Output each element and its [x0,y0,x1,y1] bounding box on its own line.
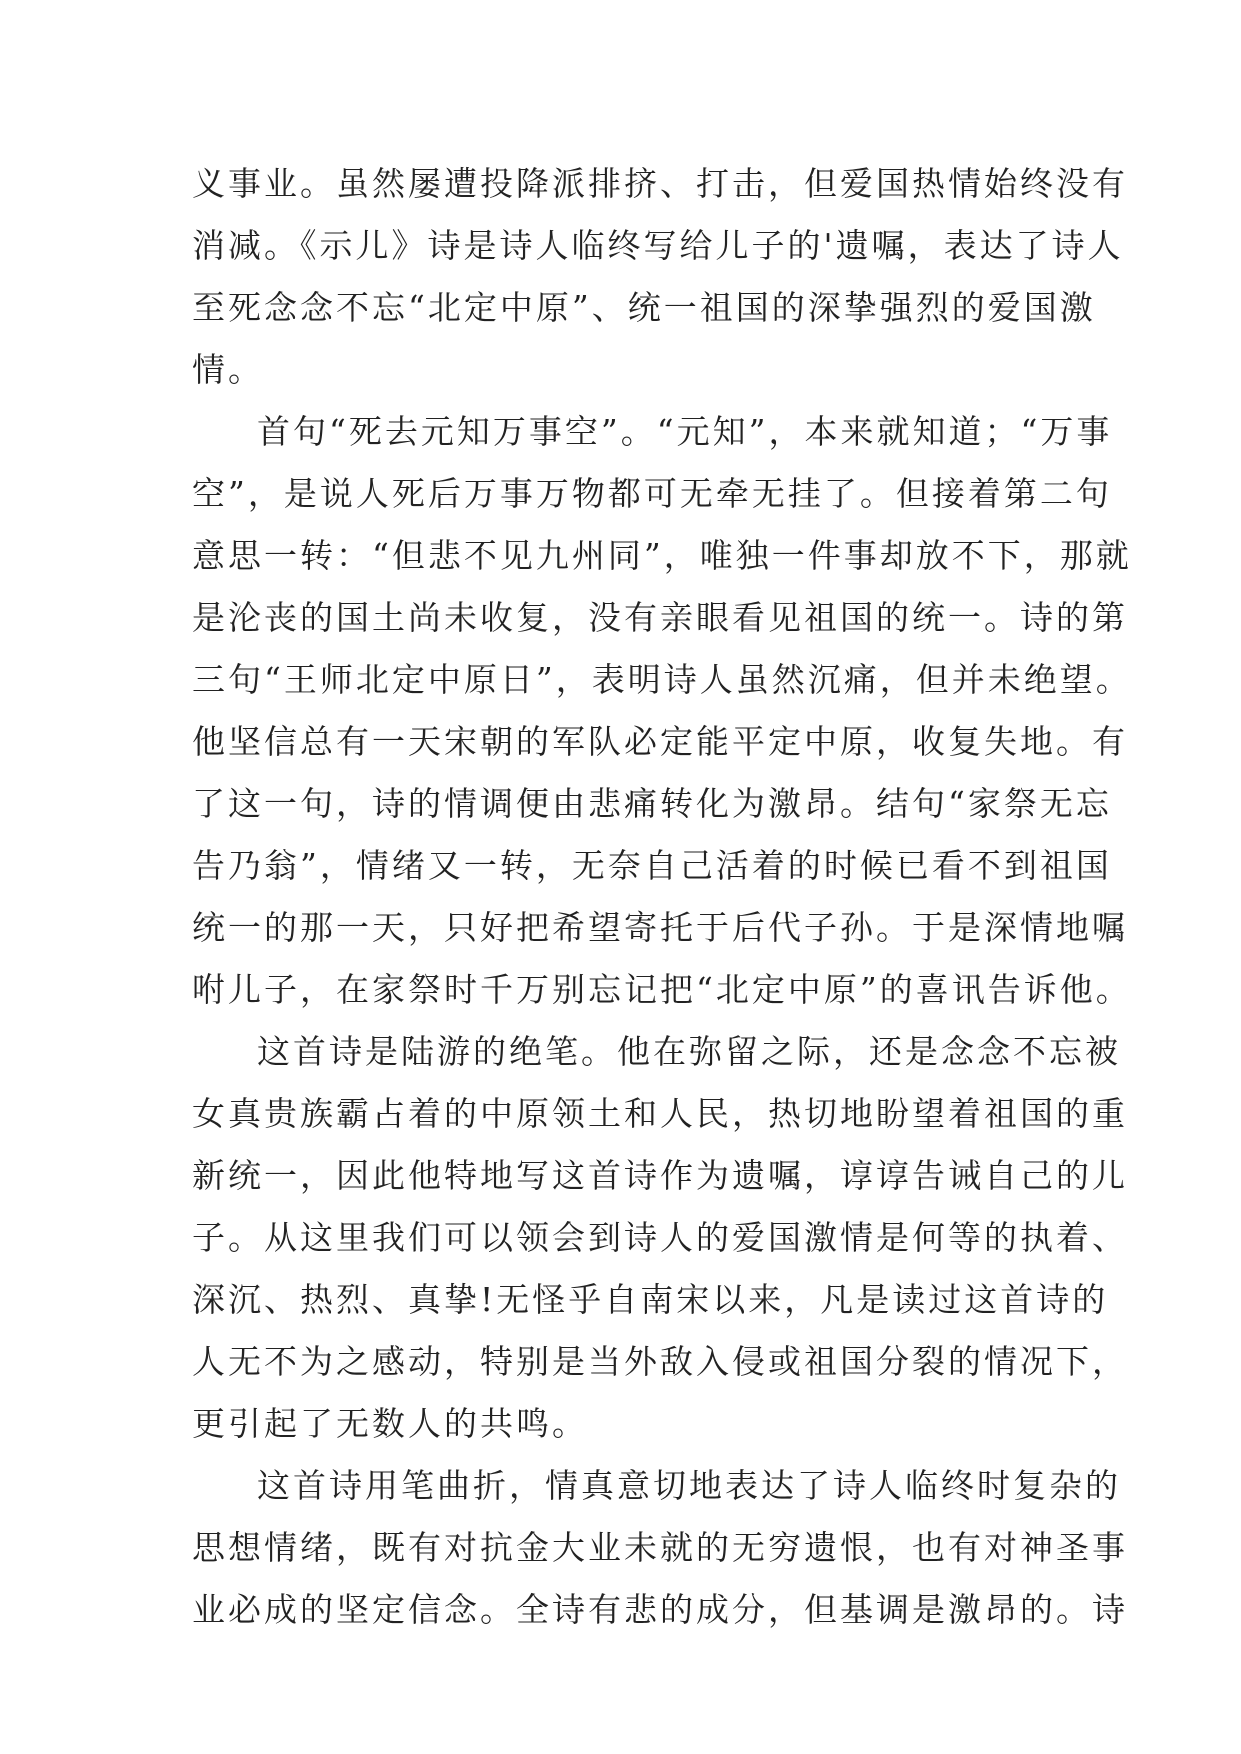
text-line: 三句“王师北定中原日”，表明诗人虽然沉痛，但并未绝望。 [192,660,1132,699]
text-line: 更引起了无数人的共鸣。 [192,1404,588,1443]
text-line: 思想情绪，既有对抗金大业未就的无穷遗恨，也有对神圣事 [192,1528,1128,1567]
text-line: 了这一句，诗的情调便由悲痛转化为激昂。结句“家祭无忘 [192,784,1112,823]
text-line: 子。从这里我们可以领会到诗人的爱国激情是何等的执着、 [192,1218,1128,1257]
text-line: 告乃翁”，情绪又一转，无奈自己活着的时候已看不到祖国 [192,846,1112,885]
text-line: 女真贵族霸占着的中原领土和人民，热切地盼望着祖国的重 [192,1094,1128,1133]
text-line: 空”，是说人死后万事万物都可无牵无挂了。但接着第二句 [192,474,1112,513]
text-line: 义事业。虽然屡遭投降派排挤、打击，但爱国热情始终没有 [192,164,1128,203]
paragraph-first-line: 首句“死去元知万事空”。“元知”，本来就知道；“万事 [257,412,1113,451]
text-line: 消减。《示儿》诗是诗人临终写给儿子的'遗嘱，表达了诗人 [192,226,1124,265]
text-line: 意思一转：“但悲不见九州同”，唯独一件事却放不下，那就 [192,536,1132,575]
text-line: 情。 [192,350,264,389]
text-line: 业必成的坚定信念。全诗有悲的成分，但基调是激昂的。诗 [192,1590,1128,1629]
text-line: 新统一，因此他特地写这首诗作为遗嘱，谆谆告诫自己的儿 [192,1156,1128,1195]
text-line: 他坚信总有一天宋朝的军队必定能平定中原，收复失地。有 [192,722,1128,761]
text-line: 深沉、热烈、真挚!无怪乎自南宋以来，凡是读过这首诗的 [192,1280,1109,1319]
paragraph-first-line: 这首诗是陆游的绝笔。他在弥留之际，还是念念不忘被 [257,1032,1121,1071]
text-line: 人无不为之感动，特别是当外敌入侵或祖国分裂的情况下， [192,1342,1128,1381]
text-line: 是沦丧的国土尚未收复，没有亲眼看见祖国的统一。诗的第 [192,598,1128,637]
paragraph-first-line: 这首诗用笔曲折，情真意切地表达了诗人临终时复杂的 [257,1466,1121,1505]
text-line: 咐儿子，在家祭时千万别忘记把“北定中原”的喜讯告诉他。 [192,970,1132,1009]
text-line: 统一的那一天，只好把希望寄托于后代子孙。于是深情地嘱 [192,908,1128,947]
text-line: 至死念念不忘“北定中原”、统一祖国的深挚强烈的爱国激 [192,288,1096,327]
